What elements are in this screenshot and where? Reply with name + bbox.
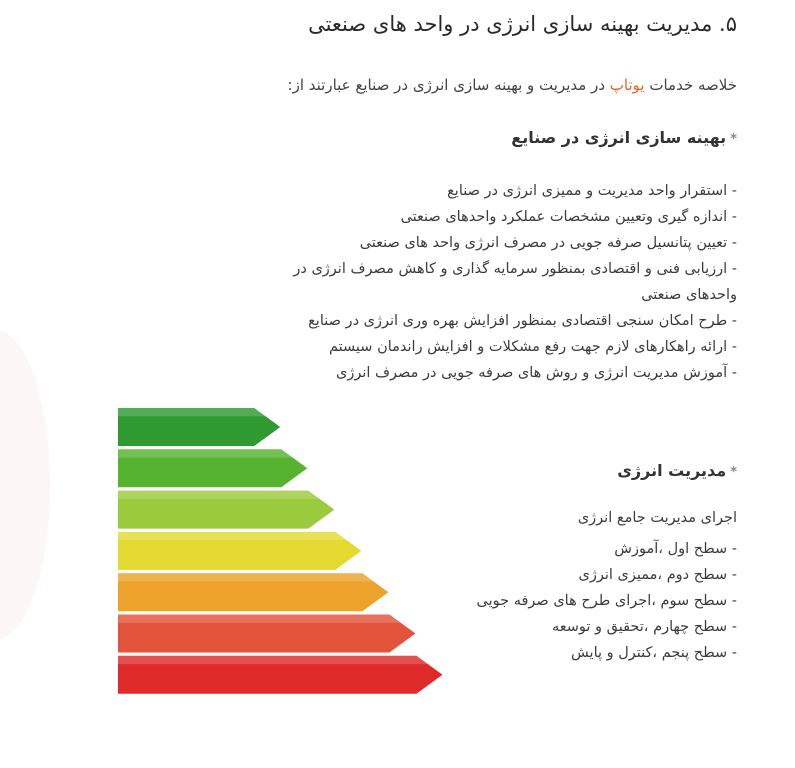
rating-band-highlight: [118, 408, 266, 416]
section-title: مدیریت انرژی: [617, 461, 727, 480]
list-item: - ارزیابی فنی و اقتصادی بمنظور سرمایه گذاری و کاهش مصرف انرژی در واحدهای صنعتی: [293, 261, 737, 303]
optimization-services-list: [262, 178, 737, 386]
list-item: - استقرار واحد مدیریت و ممیزی انرژی در صنایع: [447, 183, 737, 199]
page-heading: ۵. مدیریت بهینه سازی انرژی در واحد های صنعتی: [308, 12, 737, 36]
section-heading-energy-optimization: [511, 128, 737, 147]
list-item: - سطح اول ،آموزش: [614, 541, 737, 557]
rating-band-highlight: [118, 656, 428, 664]
list-item: - سطح پنجم ،کنترل و پایش: [571, 645, 737, 661]
decorative-background-blob: [0, 330, 50, 640]
list-item: - سطح چهارم ،تحقیق و توسعه: [551, 619, 737, 635]
list-item: - سطح دوم ،ممیزی انرژی: [578, 567, 737, 583]
intro-text-start: خلاصه خدمات: [644, 76, 737, 94]
intro-paragraph: [288, 76, 737, 94]
rating-band-highlight: [118, 532, 347, 540]
list-item: - ارائه راهکارهای لازم جهت رفع مشکلات و افزایش راندمان سیستم: [328, 339, 737, 355]
brand-name: یوتاپ: [609, 76, 645, 94]
list-item: - آموزش مدیریت انرژی و روش های صرفه جویی در مصرف انرژی: [336, 365, 737, 381]
rating-band-highlight: [118, 573, 374, 581]
rating-band-highlight: [118, 615, 401, 623]
list-item: - تعیین پتانسیل صرفه جویی در مصرف انرژی واحد های صنعتی: [359, 235, 737, 251]
section-title: بهینه سازی انرژی در صنایع: [511, 128, 727, 147]
energy-rating-bars-graphic: [118, 408, 456, 708]
intro-text-end: در مدیریت و بهینه سازی انرژی در صنایع عبارتند از:: [287, 76, 610, 94]
list-item: - طرح امکان سنجی اقتصادی بمنظور افزایش بهره وری انرژی در صنایع: [308, 313, 737, 329]
bullet-star-icon: *: [730, 465, 737, 480]
list-item: - اندازه گیری وتعیین مشخصات عملکرد واحدهای صنعتی: [400, 209, 737, 225]
list-item: - سطح سوم ،اجرای طرح های صرفه جویی: [476, 593, 737, 609]
rating-band-highlight: [118, 449, 293, 457]
bullet-star-icon: *: [730, 132, 737, 147]
rating-band-highlight: [118, 491, 320, 499]
management-lead-text: اجرای مدیریت جامع انرژی: [577, 510, 737, 526]
section-heading-energy-management: [617, 461, 737, 480]
management-levels-list: [437, 536, 737, 666]
